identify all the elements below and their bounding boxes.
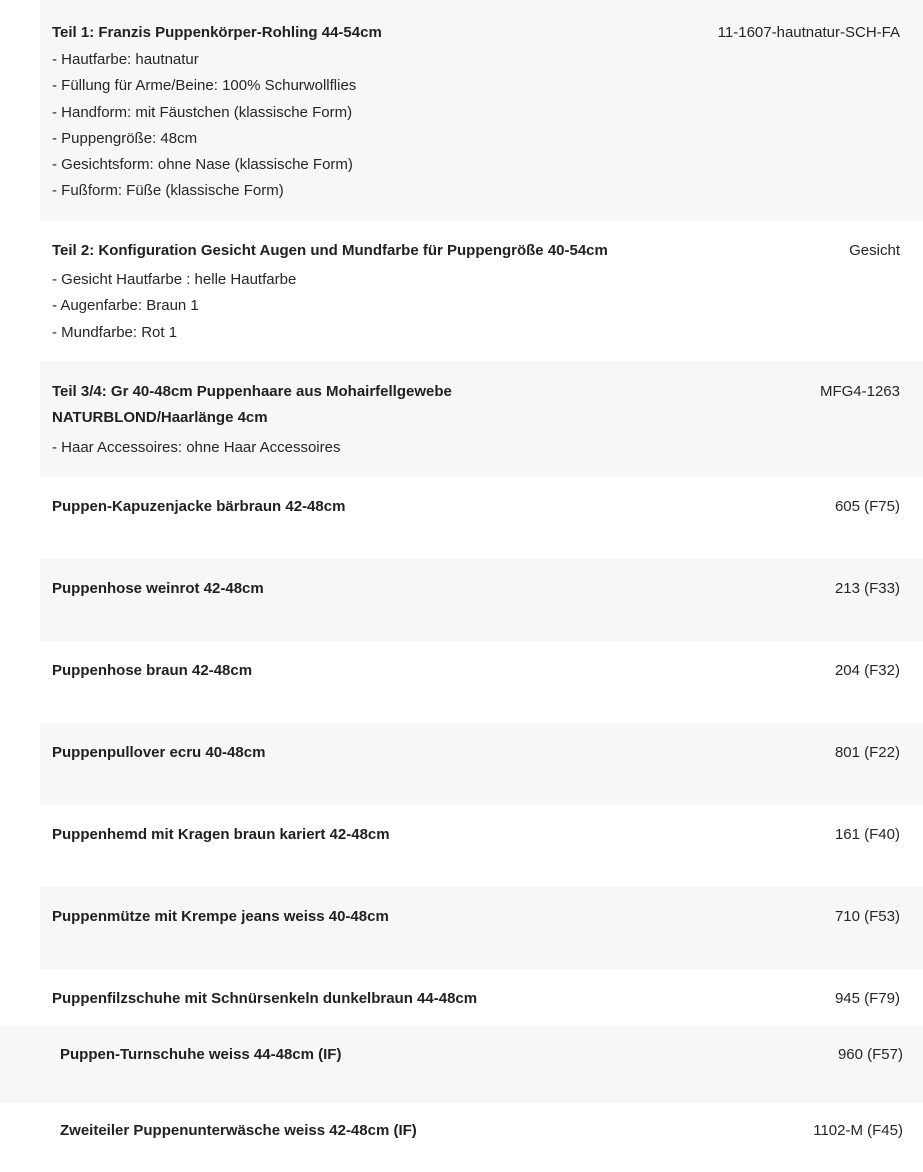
list-item xyxy=(40,221,923,361)
item-sku: 11-1607-hautnatur-SCH-FA xyxy=(717,24,900,41)
list-item xyxy=(40,641,923,723)
item-title: Teil 2: Konfiguration Gesicht Augen und Mundfarbe für Puppengröße 40-54cm xyxy=(52,242,608,259)
list-item xyxy=(40,723,923,805)
item-sku: 204 (F32) xyxy=(834,662,900,679)
list-item xyxy=(40,805,923,887)
item-detail: - Augenfarbe: Braun 1 xyxy=(52,297,199,315)
item-detail: - Fußform: Füße (klassische Form) xyxy=(52,182,284,200)
item-title: Puppenmütze mit Krempe jeans weiss 40-48cm xyxy=(52,908,389,925)
item-detail: - Gesicht Hautfarbe : helle Hautfarbe xyxy=(52,271,297,288)
item-details xyxy=(52,47,652,205)
list-item xyxy=(40,969,923,1026)
item-sku: 213 (F33) xyxy=(834,580,900,597)
item-detail: - Gesichtsform: ohne Nase (klassische Form) xyxy=(52,156,353,174)
list-item xyxy=(40,887,923,969)
item-sku: 801 (F22) xyxy=(834,744,900,761)
item-detail: - Handform: mit Fäustchen (klassische Form) xyxy=(52,103,353,121)
item-detail: - Hautfarbe: hautnatur xyxy=(52,51,199,68)
item-sku: 1102-M (F45) xyxy=(813,1122,903,1139)
item-title: Puppenhose braun 42-48cm xyxy=(52,662,253,679)
item-title: Puppen-Kapuzenjacke bärbraun 42-48cm xyxy=(52,498,346,515)
list-item xyxy=(0,1103,923,1172)
item-title: Puppen-Turnschuhe weiss 44-48cm (IF) xyxy=(60,1046,342,1063)
item-sku: 710 (F53) xyxy=(834,908,900,925)
item-details xyxy=(52,435,652,461)
item-detail: - Füllung für Arme/Beine: 100% Schurwollflies xyxy=(52,77,357,95)
list-item xyxy=(40,559,923,641)
item-detail: - Puppengröße: 48cm xyxy=(52,129,198,147)
item-title: Zweiteiler Puppenunterwäsche weiss 42-48cm (IF) xyxy=(60,1122,417,1139)
item-sku: MFG4-1263 xyxy=(819,383,900,400)
item-detail: - Mundfarbe: Rot 1 xyxy=(52,323,178,341)
item-sku: 605 (F75) xyxy=(834,498,900,515)
item-title: Puppenhose weinrot 42-48cm xyxy=(52,580,264,597)
list-item xyxy=(0,1026,923,1103)
item-detail: - Haar Accessoires: ohne Haar Accessoires xyxy=(52,439,341,456)
item-title: Puppenpullover ecru 40-48cm xyxy=(52,744,266,761)
item-sku: 945 (F79) xyxy=(834,990,900,1007)
item-sku: 161 (F40) xyxy=(834,826,900,843)
item-sku: Gesicht xyxy=(849,242,900,259)
item-sku: 960 (F57) xyxy=(837,1046,903,1063)
list-item xyxy=(40,361,923,477)
item-title: Teil 3/4: Gr 40-48cm Puppenhaare aus Mohairfellgewebe NATURBLOND/Haarlänge 4cm xyxy=(52,383,452,426)
list-item xyxy=(40,0,923,221)
item-details xyxy=(52,267,652,346)
item-title: Puppenhemd mit Kragen braun kariert 42-48cm xyxy=(52,826,390,843)
item-title: Teil 1: Franzis Puppenkörper-Rohling 44-54cm xyxy=(52,24,382,41)
item-title: Puppenfilzschuhe mit Schnürsenkeln dunkelbraun 44-48cm xyxy=(52,990,478,1007)
list-item xyxy=(40,477,923,559)
